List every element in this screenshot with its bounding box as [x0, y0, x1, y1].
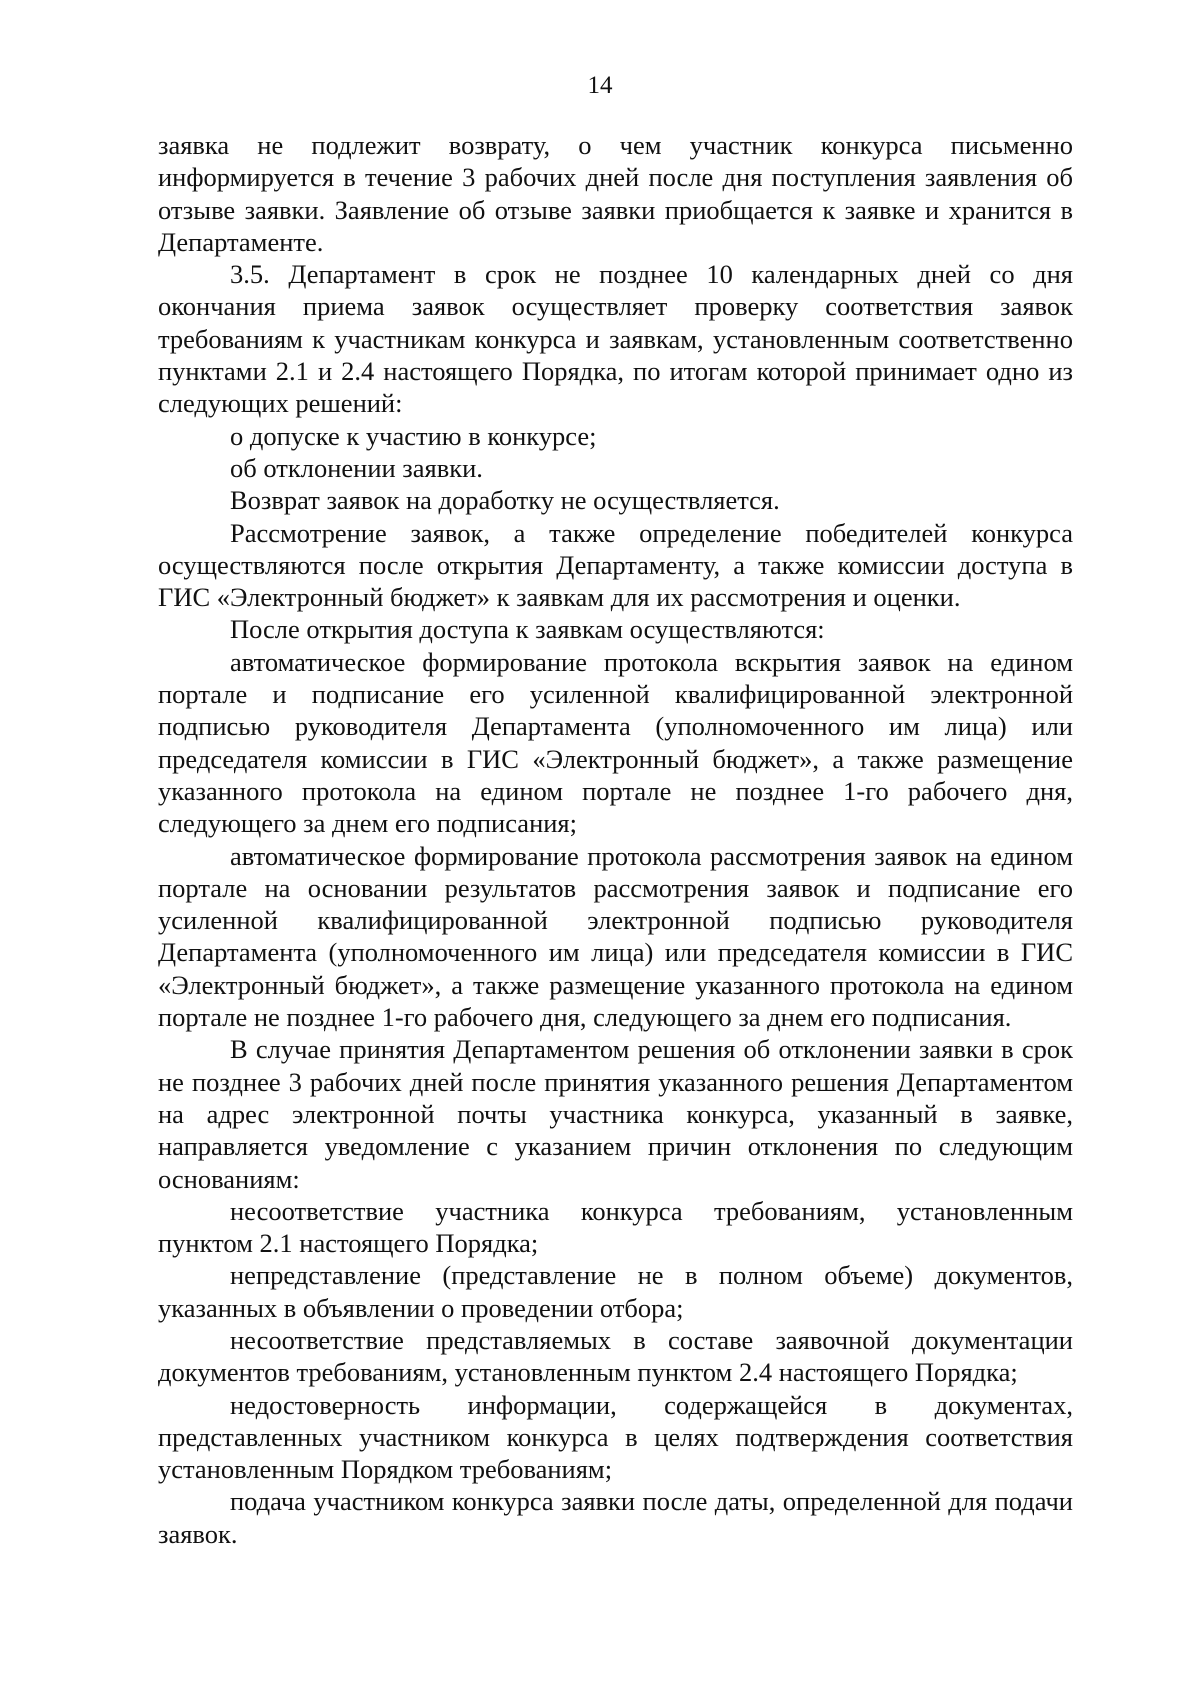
document-body [158, 129, 1073, 1550]
paragraph-11: несоответствие участника конкурса требованиям, установленным пунктом 2.1 настоящего Порядка; [158, 1195, 1073, 1259]
paragraph-9: автоматическое формирование протокола рассмотрения заявок на едином портале на основании результатов рассмотрения заявок и подписание его усиленной квалифицированной электронной подписью руководителя Департамента (уполномоченного им лица) или председателя комиссии в ГИС «Электронный бюджет», а также размещение указанного протокола на едином портале не позднее 1-го рабочего дня, следующего за днем его подписания. [158, 840, 1073, 1033]
paragraph-4: об отклонении заявки. [230, 452, 483, 483]
paragraph-3: о допуске к участию в конкурсе; [230, 420, 597, 451]
paragraph-12: непредставление (представление не в полном объеме) документов, указанных в объявлении о проведении отбора; [158, 1260, 1073, 1323]
paragraph-1: заявка не подлежит возврату, о чем участник конкурса письменно информируется в течение 3 рабочих дней после дня поступления заявления об отзыве заявки. Заявление об отзыве заявки приобщается к заявке и хранится в Департаменте. [158, 130, 1073, 257]
paragraph-8: автоматическое формирование протокола вскрытия заявок на едином портале и подписание его усиленной квалифицированной электронной подписью руководителя Департамента (уполномоченного им лица) или председателя комиссии в ГИС «Электронный бюджет», а также размещение указанного протокола на едином портале не позднее 1-го рабочего дня, следующего за днем его подписания; [158, 646, 1073, 839]
paragraph-2: 3.5. Департамент в срок не позднее 10 календарных дней со дня окончания приема заявок осуществляет проверку соответствия заявок требованиям к участникам конкурса и заявкам, установленным соответственно пунктами 2.1 и 2.4 настоящего Порядка, по итогам которой принимает одно из следующих решений: [158, 259, 1073, 419]
paragraph-5: Возврат заявок на доработку не осуществляется. [230, 485, 780, 516]
paragraph-6: Рассмотрение заявок, а также определение победителей конкурса осуществляются после открытия Департаменту, а также комиссии доступа в ГИС «Электронный бюджет» к заявкам для их рассмотрения и оценки. [158, 517, 1073, 613]
paragraph-15: подача участником конкурса заявки после даты, определенной для подачи заявок. [158, 1486, 1073, 1549]
paragraph-7: После открытия доступа к заявкам осуществляются: [230, 614, 825, 645]
paragraph-13: несоответствие представляемых в составе заявочной документации документов требованиям, установленным пунктом 2.4 настоящего Порядка; [158, 1324, 1073, 1388]
paragraph-10: В случае принятия Департаментом решения об отклонении заявки в срок не позднее 3 рабочих дней после принятия указанного решения Департаментом на адрес электронной почты участника конкурса, указанный в заявке, направляется уведомление с указанием причин отклонения по следующим основаниям: [158, 1034, 1073, 1194]
page-number: 14 [587, 72, 613, 99]
paragraph-14: недостоверность информации, содержащейся в документах, представленных участником конкурса в целях подтверждения соответствия установленным Порядком требованиям; [158, 1389, 1073, 1485]
